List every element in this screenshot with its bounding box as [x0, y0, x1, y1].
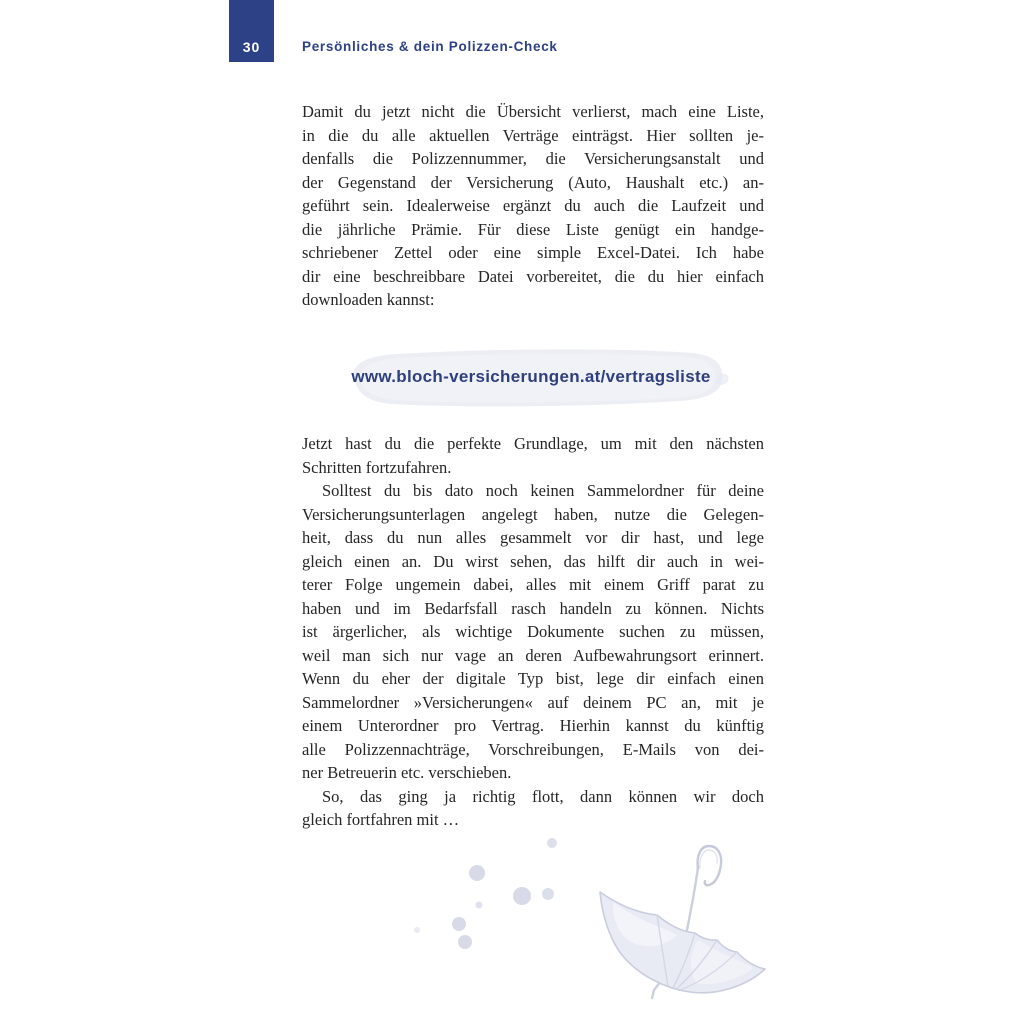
text-line: einem Unterordner pro Vertrag. Hierhin kannst du künftig: [302, 716, 764, 735]
text-line: So, das ging ja richtig flott, dann können wir doch: [322, 786, 764, 806]
text-line: haben und im Bedarfsfall rasch handeln zu können. Nichts: [302, 598, 764, 618]
dot: [469, 865, 485, 881]
text-line: in die du alle aktuellen Verträge einträgst. Hier sollten je-: [302, 125, 764, 145]
text-line: Jetzt hast du die perfekte Grundlage, um mit den nächsten: [302, 434, 764, 453]
text-line: dir eine beschreibbare Datei vorbereitet, die du hier einfach: [302, 266, 764, 286]
text-line: Versicherungsunterlagen angelegt haben, nutze die Gelegen-: [302, 504, 764, 524]
text-line: ner Betreuerin etc. verschieben.: [302, 763, 512, 782]
dot: [547, 838, 557, 848]
text-line: Damit du jetzt nicht die Übersicht verlierst, mach eine Liste,: [302, 102, 764, 121]
text-line: geführt sein. Idealerweise ergänzt du auch die Laufzeit und: [302, 196, 764, 215]
text-line: der Gegenstand der Versicherung (Auto, Haushalt etc.) an-: [302, 172, 764, 192]
dot: [452, 917, 466, 931]
text-line: heit, dass du nun alles gesammelt vor dir hast, und lege: [302, 528, 764, 547]
text-line: Solltest du bis dato noch keinen Sammelordner für deine: [322, 481, 764, 500]
dot: [414, 927, 420, 933]
download-link-badge: [340, 346, 732, 412]
page-number-tab: [229, 0, 274, 62]
text-line: ist ärgerlicher, als wichtige Dokumente suchen zu müssen,: [302, 622, 764, 641]
text-line: Sammelordner »Versicherungen« auf deinem PC an, mit je: [302, 692, 764, 712]
text-line: die jährliche Prämie. Für diese Liste genügt ein handge-: [302, 219, 764, 239]
dot: [476, 902, 483, 909]
text-line: Schritten fortzufahren.: [302, 457, 452, 477]
dot: [542, 888, 554, 900]
intro-paragraph: [302, 100, 764, 312]
dot: [458, 935, 472, 949]
text-line: weil man sich nur vage an deren Aufbewahrungsort erinnert.: [302, 645, 764, 665]
umbrella-illustration: [578, 840, 778, 1015]
text-line: schriebener Zettel oder eine simple Excel-Datei. Ich habe: [302, 243, 764, 262]
text-line: gleich fortfahren mit …: [302, 810, 460, 829]
text-line: Wenn du eher der digitale Typ bist, lege dir einfach einen: [302, 669, 764, 688]
download-link-url[interactable]: www.bloch-versicherungen.at/vertragsliste: [351, 367, 711, 386]
text-line: gleich einen an. Du wirst sehen, das hilft dir auch in wei-: [302, 551, 764, 571]
text-line: denfalls die Polizzennummer, die Versicherungsanstalt und: [302, 149, 764, 168]
text-line: alle Polizzennachträge, Vorschreibungen, E-Mails von dei-: [302, 739, 764, 759]
text-line: downloaden kannst:: [302, 290, 435, 309]
running-head: Persönliches & dein Polizzen-Check: [302, 39, 558, 54]
body-paragraphs: [302, 432, 764, 832]
text-line: terer Folge ungemein dabei, alles mit einem Griff parat zu: [302, 575, 764, 594]
page-number: 30: [242, 39, 261, 55]
decor-dots: [400, 830, 580, 960]
dot: [513, 887, 531, 905]
